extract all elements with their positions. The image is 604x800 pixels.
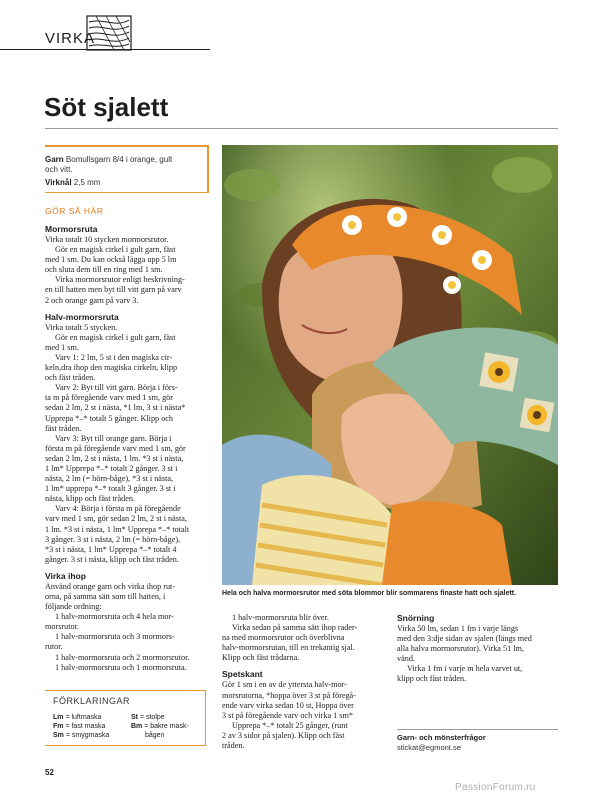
text-line: rutor. xyxy=(45,642,63,652)
text-line: och sluta dem till en ring med 1 sm. xyxy=(45,265,163,275)
text-line: gånger. 3 st i nästa, klipp och fäst tråden. xyxy=(45,554,179,564)
text-line: en till hatten men byt till vitt garn på varv xyxy=(45,285,182,295)
text-line: Varv 2: Byt till vitt garn. Börja i förs- xyxy=(55,383,178,393)
text-line: na med mormorsrutor och överblivna xyxy=(222,633,345,643)
contact-title: Garn- och mönsterfrågor xyxy=(397,733,486,742)
abbreviation-item: St = stolpe xyxy=(131,714,165,721)
text-line: och fäst tråden. xyxy=(45,373,96,383)
materials-box-rule xyxy=(45,192,207,193)
text-line: första m på föregående varv med 1 sm, gör xyxy=(45,443,186,453)
section-heading: Mormorsruta xyxy=(45,224,98,234)
text-line: 1 halv-mormorsruta och 2 mormorsrutor. xyxy=(55,652,190,662)
text-line: fäst tråden. xyxy=(45,423,82,433)
text-line: 3 st på föregående varv och virka 1 sm* xyxy=(222,710,353,720)
text-line: Virka totalt 5 stycken. xyxy=(45,322,118,332)
title-divider xyxy=(45,128,558,129)
text-line: Virka sedan på samma sätt ihop rader- xyxy=(232,623,358,633)
watermark: PassionForum.ru xyxy=(455,782,536,793)
text-line: 1 lm* Upprepa *–* totalt 2 gånger. 3 st i xyxy=(45,463,178,473)
yarn-line-2: och vitt. xyxy=(45,165,73,174)
materials-box xyxy=(45,145,209,193)
text-line: Varv 4: Börja i första m på föregående xyxy=(55,504,181,514)
text-line: nästa, 2 lm (= hörn-båge), *3 st i nästa, xyxy=(45,474,174,484)
photo-mother-daughter-crochet xyxy=(222,145,558,585)
page-number: 52 xyxy=(45,768,54,777)
text-line: Gör 1 sm i en av de yttersta halv-mor- xyxy=(222,680,347,690)
text-line: 1 lm. *3 st i nästa, 1 lm* Upprepa *–* totalt xyxy=(45,524,190,534)
text-line: följande ordning: xyxy=(45,602,102,612)
text-line: nästa, klipp och fäst tråden. xyxy=(45,494,136,504)
text-line: vänd. xyxy=(397,654,415,664)
contact-divider xyxy=(397,729,558,730)
text-line: 3 gånger. 3 st i nästa, 2 lm (= hörn-båge), xyxy=(45,534,181,544)
abbreviation-item: Fm = fast maska xyxy=(53,723,106,730)
text-line: Varv 1: 2 lm, 5 st i den magiska cir- xyxy=(55,352,173,362)
text-line: ende varv virka sedan 10 st, Hoppa över xyxy=(222,700,354,710)
section-heading: Virka ihop xyxy=(45,570,86,581)
section-heading: Halv-mormorsruta xyxy=(45,311,119,322)
yarn-line: Garn Bomullsgarn 8/4 i orange, gult xyxy=(45,155,173,164)
text-line: 2 och orange garn på varv 3. xyxy=(45,295,139,305)
abbreviation-item: Bm = bakre mask- xyxy=(131,723,189,730)
text-line: med 1 sm. xyxy=(45,342,79,352)
text-line: morsrutorna, *hoppa över 3 st på föregå- xyxy=(222,690,356,700)
text-line: *3 st i nästa, 1 lm* Upprepa *–* totalt 4 xyxy=(45,544,177,554)
text-line: orna, på samma sätt som till hatten, i xyxy=(45,592,166,601)
abbreviations-title: FÖRKLARINGAR xyxy=(53,696,131,706)
contact-email[interactable]: stickat@egmont.se xyxy=(397,743,461,752)
text-line: tråden. xyxy=(222,741,245,751)
page-title: Söt sjalett xyxy=(44,92,169,122)
abbreviation-item: Lm = luftmaska xyxy=(53,714,102,721)
abbreviation-item: Sm = smygmaska xyxy=(53,732,110,739)
text-line: Virka totalt 10 stycken mormorsrutor. xyxy=(45,235,169,244)
section-label: VIRKA xyxy=(45,30,96,47)
text-line: 2 av 3 sidor på sjalen). Klipp och fäst xyxy=(222,730,345,740)
text-line: Gör en magisk cirkel i gult garn, fäst xyxy=(55,245,176,255)
text-line: 1 halv-mormorsruta och 1 mormorsruta. xyxy=(55,662,187,672)
text-line: 1 halv-mormorsruta och 3 mormors- xyxy=(55,632,175,642)
text-line: alla halva mormorsrutor). Virka 51 lm, xyxy=(397,644,524,654)
text-line: sedan 2 lm, 2 st i nästa, *1 lm, 3 st i nästa* xyxy=(45,403,186,413)
text-line: med 1 sm. Du kan också lägga upp 5 lm xyxy=(45,255,177,265)
text-line: Varv 3: Byt till orange garn. Börja i xyxy=(55,433,172,443)
yarn-ball-icon xyxy=(84,14,134,52)
text-line: med den 3:dje sidan av sjalen (längs med xyxy=(397,634,532,644)
section-heading: Spetskant xyxy=(222,669,263,680)
text-line: 1 halv-mormorsruta blir över. xyxy=(232,613,329,622)
text-line: varv med 1 sm, gör sedan 2 lm, 2 st i nästa, xyxy=(45,514,187,524)
text-line: Klipp och fäst trådarna. xyxy=(222,653,300,663)
text-line: klipp och fäst tråden. xyxy=(397,674,467,684)
text-line: 1 lm* upprepa *–* totalt 3 gånger. 3 st i xyxy=(45,484,176,494)
text-line: keln,dra ihop den magiska cirkeln, klipp xyxy=(45,363,178,373)
text-line: Virka 1 fm i varje m hela varvet ut, xyxy=(407,664,523,674)
text-line: 1 halv-mormorsruta och 4 hela mor- xyxy=(55,612,174,622)
photo-caption: Hela och halva mormorsrutor med söta blommor blir sommarens finaste hatt och sjalett. xyxy=(222,590,517,597)
text-line: sedan 2 lm, 2 st i nästa, 1 lm. *3 st i nästa, xyxy=(45,453,184,463)
text-line: Upprepa *–* totalt 5 gånger. Klipp och xyxy=(45,413,174,423)
abbreviations-box xyxy=(45,690,206,746)
section-heading: Snörning xyxy=(397,613,435,623)
text-line: halv-mormorsrutan, till en trekantig sjal. xyxy=(222,643,355,653)
text-line: Virka mormorsrutor enligt beskrivning- xyxy=(55,275,185,285)
text-line: Virka 50 lm, sedan 1 fm i varje längs xyxy=(397,624,519,633)
instructions-heading: GÖR SÅ HÄR xyxy=(45,206,104,216)
text-line: ta m på föregående varv med 1 sm, gör xyxy=(45,393,173,403)
instructions-column-2 xyxy=(222,613,387,751)
text-line: Använd orange garn och virka ihop rut- xyxy=(45,581,176,591)
hook-line: Virknål 2,5 mm xyxy=(45,178,101,187)
text-line: Gör en magisk cirkel i gult garn, fäst xyxy=(55,332,176,342)
text-line: morsrutor. xyxy=(45,622,79,632)
text-line: Upprepa *–* totalt 25 gånger, (runt xyxy=(232,720,348,730)
instructions-column-3 xyxy=(397,613,562,685)
instructions-column-1 xyxy=(45,224,210,673)
abbreviation-item: bågen xyxy=(145,732,165,739)
